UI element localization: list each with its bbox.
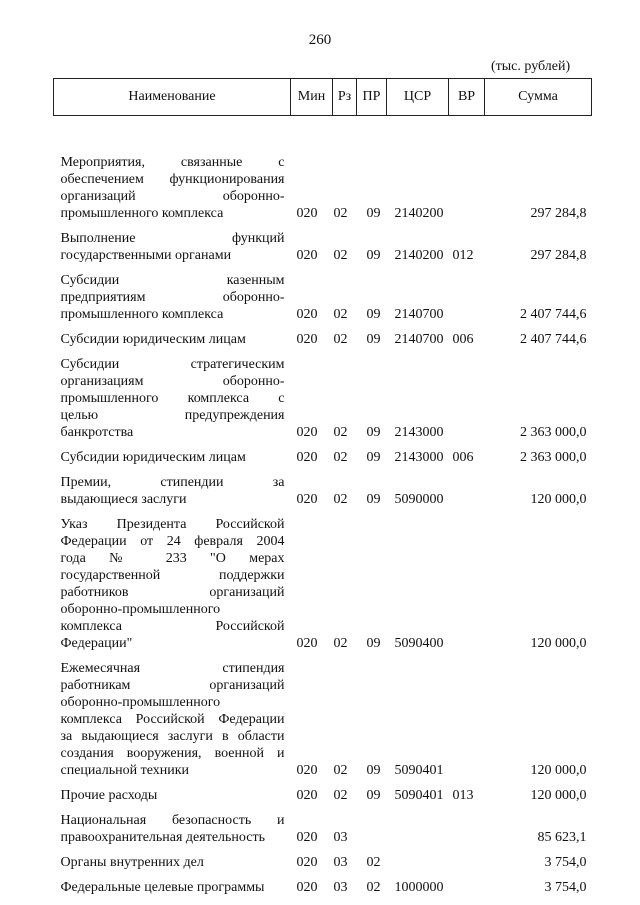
row-name-line: Указ Президента Российской xyxy=(60,517,285,532)
table-body xyxy=(54,116,592,897)
row-name xyxy=(54,804,291,846)
row-vr: 012 xyxy=(452,248,474,263)
table-row xyxy=(54,323,592,348)
row-name-line: Мероприятия, связанные с xyxy=(60,155,285,170)
row-name xyxy=(54,466,291,508)
row-name-line: правоохранительная деятельность xyxy=(60,830,265,845)
row-name-line: создания вооружения, военной и xyxy=(60,746,285,761)
row-name-line: промышленного комплекса xyxy=(60,206,224,221)
row-min: 020 xyxy=(296,830,318,845)
row-name xyxy=(54,441,291,466)
row-sum: 120 000,0 xyxy=(530,636,587,651)
header-name: Наименование xyxy=(54,79,291,116)
header-vr: ВР xyxy=(449,79,485,116)
row-min: 020 xyxy=(296,206,318,221)
row-vr xyxy=(449,466,485,508)
row-name-line: государственными органами xyxy=(60,248,232,263)
row-csr xyxy=(387,846,449,871)
row-name-line: комплекса Российской xyxy=(60,619,285,634)
table-row xyxy=(54,871,592,896)
row-name-line: Федеральные целевые программы xyxy=(60,880,265,895)
table-row xyxy=(54,652,592,779)
row-csr: 2143000 xyxy=(394,425,444,440)
row-min: 020 xyxy=(296,788,318,803)
row-pr: 09 xyxy=(366,248,381,263)
row-name-line: предприятиям оборонно- xyxy=(60,290,285,305)
header-csr: ЦСР xyxy=(387,79,449,116)
row-vr xyxy=(449,871,485,896)
row-name-line: промышленного комплекса xyxy=(60,307,224,322)
row-name-line: Премии, стипендии за xyxy=(60,475,285,490)
row-name-line: Федерации" xyxy=(60,636,133,651)
header-rz: Рз xyxy=(333,79,357,116)
row-name xyxy=(54,652,291,779)
row-name xyxy=(54,846,291,871)
row-csr xyxy=(387,804,449,846)
row-vr xyxy=(449,804,485,846)
row-name xyxy=(54,779,291,804)
row-csr: 5090401 xyxy=(394,763,444,778)
header-sum: Сумма xyxy=(485,79,592,116)
row-name xyxy=(54,348,291,441)
row-sum: 2 407 744,6 xyxy=(520,332,587,347)
row-csr: 2140200 xyxy=(394,206,444,221)
row-name-line: за выдающиеся заслуги в области xyxy=(60,729,285,744)
row-pr: 09 xyxy=(366,492,381,507)
row-name xyxy=(54,222,291,264)
row-name xyxy=(54,323,291,348)
row-pr: 09 xyxy=(366,332,381,347)
row-name-line: банкротства xyxy=(60,425,134,440)
row-min: 020 xyxy=(296,763,318,778)
row-csr: 1000000 xyxy=(394,880,444,895)
row-name xyxy=(54,116,291,223)
table-row xyxy=(54,466,592,508)
header-pr: ПР xyxy=(357,79,387,116)
row-name-line: Прочие расходы xyxy=(60,788,158,803)
row-rz: 03 xyxy=(333,855,348,870)
row-sum: 297 284,8 xyxy=(530,206,587,221)
row-csr: 2143000 xyxy=(394,450,444,465)
row-vr xyxy=(449,846,485,871)
row-name-line: выдающиеся заслуги xyxy=(60,492,187,507)
row-rz: 02 xyxy=(333,788,348,803)
row-sum: 120 000,0 xyxy=(530,492,587,507)
table-row xyxy=(54,348,592,441)
row-name-line: Субсидии юридическим лицам xyxy=(60,332,246,347)
row-min: 020 xyxy=(296,248,318,263)
row-csr: 5090000 xyxy=(394,492,444,507)
row-name-line: Субсидии юридическим лицам xyxy=(60,450,246,465)
row-rz: 03 xyxy=(333,830,348,845)
row-vr xyxy=(449,348,485,441)
row-rz: 02 xyxy=(333,425,348,440)
row-name-line: обеспечением функционирования xyxy=(60,172,285,187)
row-rz: 02 xyxy=(333,636,348,651)
row-name-line: организациям оборонно- xyxy=(60,374,285,389)
row-name-line: Субсидии казенным xyxy=(60,273,285,288)
row-name-line: работникам организаций xyxy=(60,678,285,693)
row-pr: 02 xyxy=(366,880,381,895)
row-name-line: оборонно-промышленного xyxy=(60,602,221,617)
row-min: 020 xyxy=(296,880,318,895)
row-sum: 3 754,0 xyxy=(544,880,587,895)
row-name-line: Выполнение функций xyxy=(60,231,285,246)
row-rz: 02 xyxy=(333,332,348,347)
row-vr: 006 xyxy=(452,450,474,465)
row-csr: 5090400 xyxy=(394,636,444,651)
row-vr xyxy=(449,652,485,779)
header-min: Мин xyxy=(291,79,333,116)
row-csr: 2140200 xyxy=(394,248,444,263)
row-vr xyxy=(449,264,485,323)
row-rz: 02 xyxy=(333,763,348,778)
row-rz: 02 xyxy=(333,307,348,322)
row-min: 020 xyxy=(296,450,318,465)
row-csr: 2140700 xyxy=(394,332,444,347)
row-sum: 2 363 000,0 xyxy=(520,425,587,440)
row-name-line: комплекса Российской Федерации xyxy=(60,712,285,727)
row-pr: 09 xyxy=(366,307,381,322)
table-row xyxy=(54,846,592,871)
row-min: 020 xyxy=(296,855,318,870)
row-sum: 297 284,8 xyxy=(530,248,587,263)
row-name-line: Субсидии стратегическим xyxy=(60,357,285,372)
row-name-line: года № 233 "О мерах xyxy=(60,551,285,566)
row-sum: 85 623,1 xyxy=(537,830,587,845)
row-name-line: работников организаций xyxy=(60,585,285,600)
table-header-row xyxy=(54,79,592,116)
table-row xyxy=(54,508,592,652)
page-number: 260 xyxy=(308,32,332,48)
table-row xyxy=(54,804,592,846)
row-sum: 120 000,0 xyxy=(530,763,587,778)
row-sum: 2 363 000,0 xyxy=(520,450,587,465)
table-row xyxy=(54,779,592,804)
row-min: 020 xyxy=(296,332,318,347)
row-name-line: Ежемесячная стипендия xyxy=(60,661,285,676)
row-pr: 09 xyxy=(366,450,381,465)
row-name-line: оборонно-промышленного xyxy=(60,695,221,710)
row-name-line: Органы внутренних дел xyxy=(60,855,204,870)
row-csr: 2140700 xyxy=(394,307,444,322)
row-name-line: Федерации от 24 февраля 2004 xyxy=(60,534,285,549)
row-vr xyxy=(449,508,485,652)
row-name-line: промышленного комплекса с xyxy=(60,391,285,406)
row-min: 020 xyxy=(296,492,318,507)
row-vr: 013 xyxy=(452,788,474,803)
row-pr: 09 xyxy=(366,425,381,440)
row-rz: 03 xyxy=(333,880,348,895)
table-row xyxy=(54,264,592,323)
row-min: 020 xyxy=(296,425,318,440)
row-sum: 3 754,0 xyxy=(544,855,587,870)
row-name-line: специальной техники xyxy=(60,763,190,778)
row-name-line: Национальная безопасность и xyxy=(60,813,285,828)
row-vr: 006 xyxy=(452,332,474,347)
row-rz: 02 xyxy=(333,248,348,263)
row-name xyxy=(54,264,291,323)
row-rz: 02 xyxy=(333,492,348,507)
row-pr: 09 xyxy=(366,788,381,803)
units-label: (тыс. рублей) xyxy=(491,59,571,74)
row-pr: 09 xyxy=(366,636,381,651)
table-row xyxy=(54,222,592,264)
row-sum: 120 000,0 xyxy=(530,788,587,803)
row-pr xyxy=(357,804,387,846)
row-sum: 2 407 744,6 xyxy=(520,307,587,322)
row-rz: 02 xyxy=(333,450,348,465)
row-vr xyxy=(449,116,485,223)
row-name xyxy=(54,508,291,652)
budget-table xyxy=(53,78,592,896)
row-pr: 02 xyxy=(366,855,381,870)
row-min: 020 xyxy=(296,636,318,651)
table-row xyxy=(54,116,592,223)
row-min: 020 xyxy=(296,307,318,322)
row-pr: 09 xyxy=(366,206,381,221)
row-pr: 09 xyxy=(366,763,381,778)
row-name-line: организаций оборонно- xyxy=(60,189,285,204)
row-name xyxy=(54,871,291,896)
row-name-line: целью предупреждения xyxy=(60,408,285,423)
row-rz: 02 xyxy=(333,206,348,221)
row-csr: 5090401 xyxy=(394,788,444,803)
row-name-line: государственной поддержки xyxy=(60,568,285,583)
table-row xyxy=(54,441,592,466)
